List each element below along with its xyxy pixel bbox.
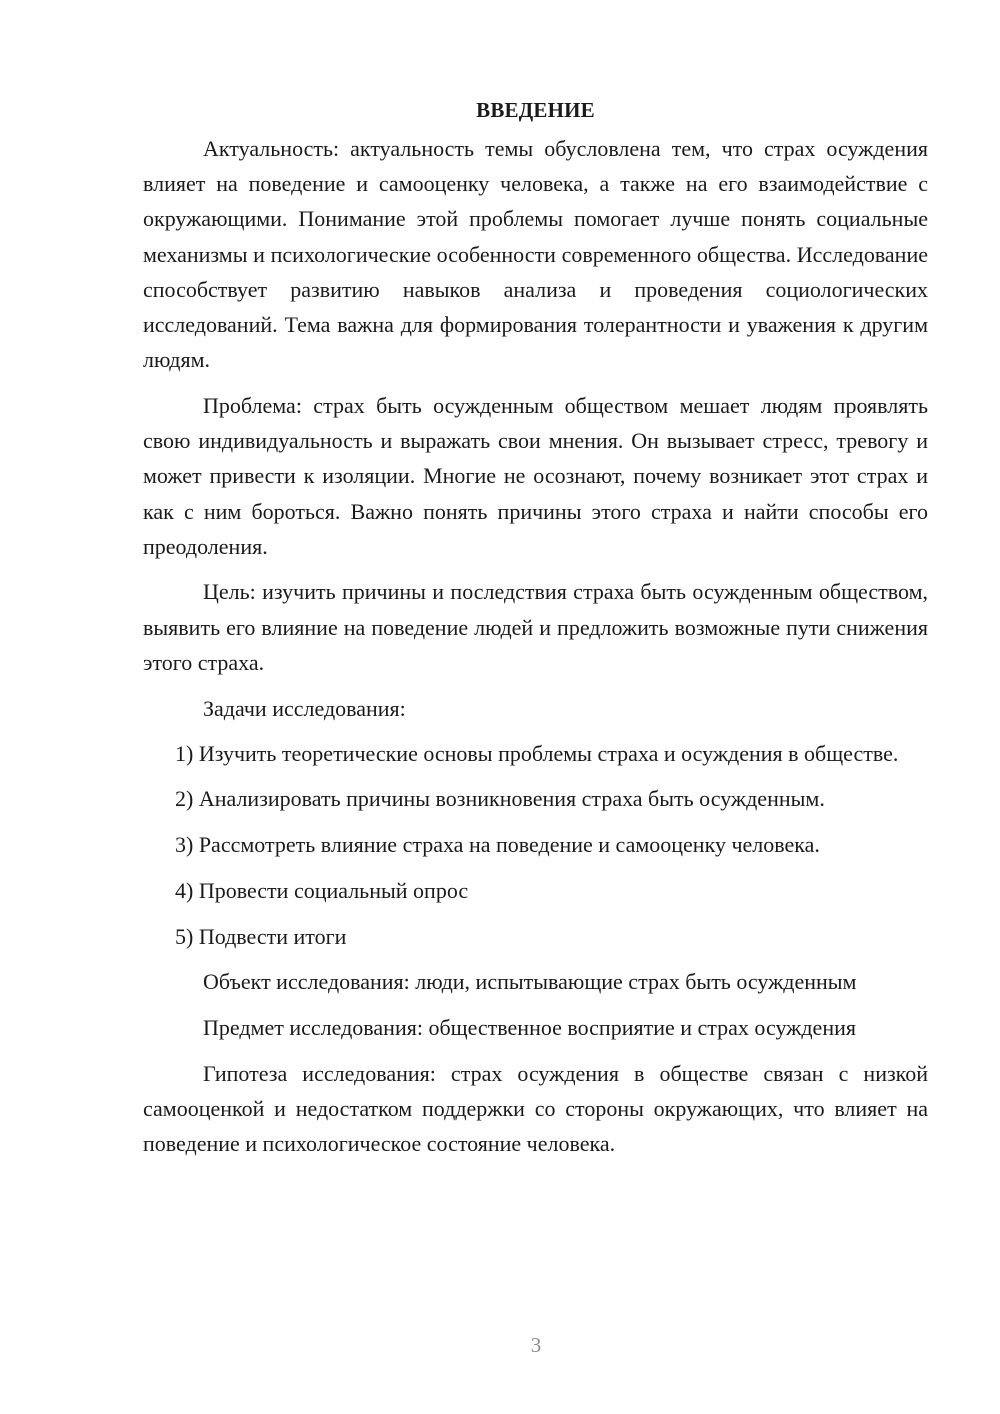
task-item-5: 5) Подвести итоги [175, 923, 347, 949]
object-paragraph: Объект исследования: люди, испытывающие страх быть осужденным [203, 969, 857, 995]
section-heading: ВВЕДЕНИЕ [476, 98, 595, 122]
page-number: 3 [530, 1333, 542, 1357]
document-body [143, 93, 928, 1172]
task-item-2: 2) Анализировать причины возникновения страха быть осужденным. [175, 786, 825, 812]
subject-paragraph: Предмет исследования: общественное восприятие и страх осуждения [203, 1014, 856, 1040]
task-item-4: 4) Провести социальный опрос [175, 877, 469, 903]
tasks-title: Задачи исследования: [203, 695, 406, 721]
task-item-1: 1) Изучить теоретические основы проблемы страха и осуждения в обществе. [175, 740, 899, 766]
problem-paragraph: Проблема: страх быть осужденным обществом мешает людям проявлять свою индивидуальность и выражать свои мнения. Он вызывает стресс, тревогу и может привести к изоляции. Многие не осознают, почему возникает этот страх и как с ним бороться. Важно понять причины этого страха и найти способы его преодоления. [143, 392, 928, 559]
task-item-3: 3) Рассмотреть влияние страха на поведение и самооценку человека. [175, 832, 820, 858]
hypothesis-paragraph: Гипотеза исследования: страх осуждения в обществе связан с низкой самооценкой и недостатком поддержки со стороны окружающих, что влияет на поведение и психологическое состояние человека. [143, 1060, 928, 1157]
tasks-list [143, 736, 928, 954]
relevance-paragraph: Актуальность: актуальность темы обусловлена тем, что страх осуждения влияет на поведение и самооценку человека, а также на его взаимодействие с окружающими. Понимание этой проблемы помогает лучше понять социальные механизмы и психологические особенности современного общества. Исследование способствует развитию навыков анализа и проведения социологических исследований. Тема важна для формирования толерантности и уважения к другим людям. [143, 136, 928, 373]
goal-paragraph: Цель: изучить причины и последствия страха быть осужденным обществом, выявить его влияние на поведение людей и предложить возможные пути снижения этого страха. [143, 579, 928, 675]
